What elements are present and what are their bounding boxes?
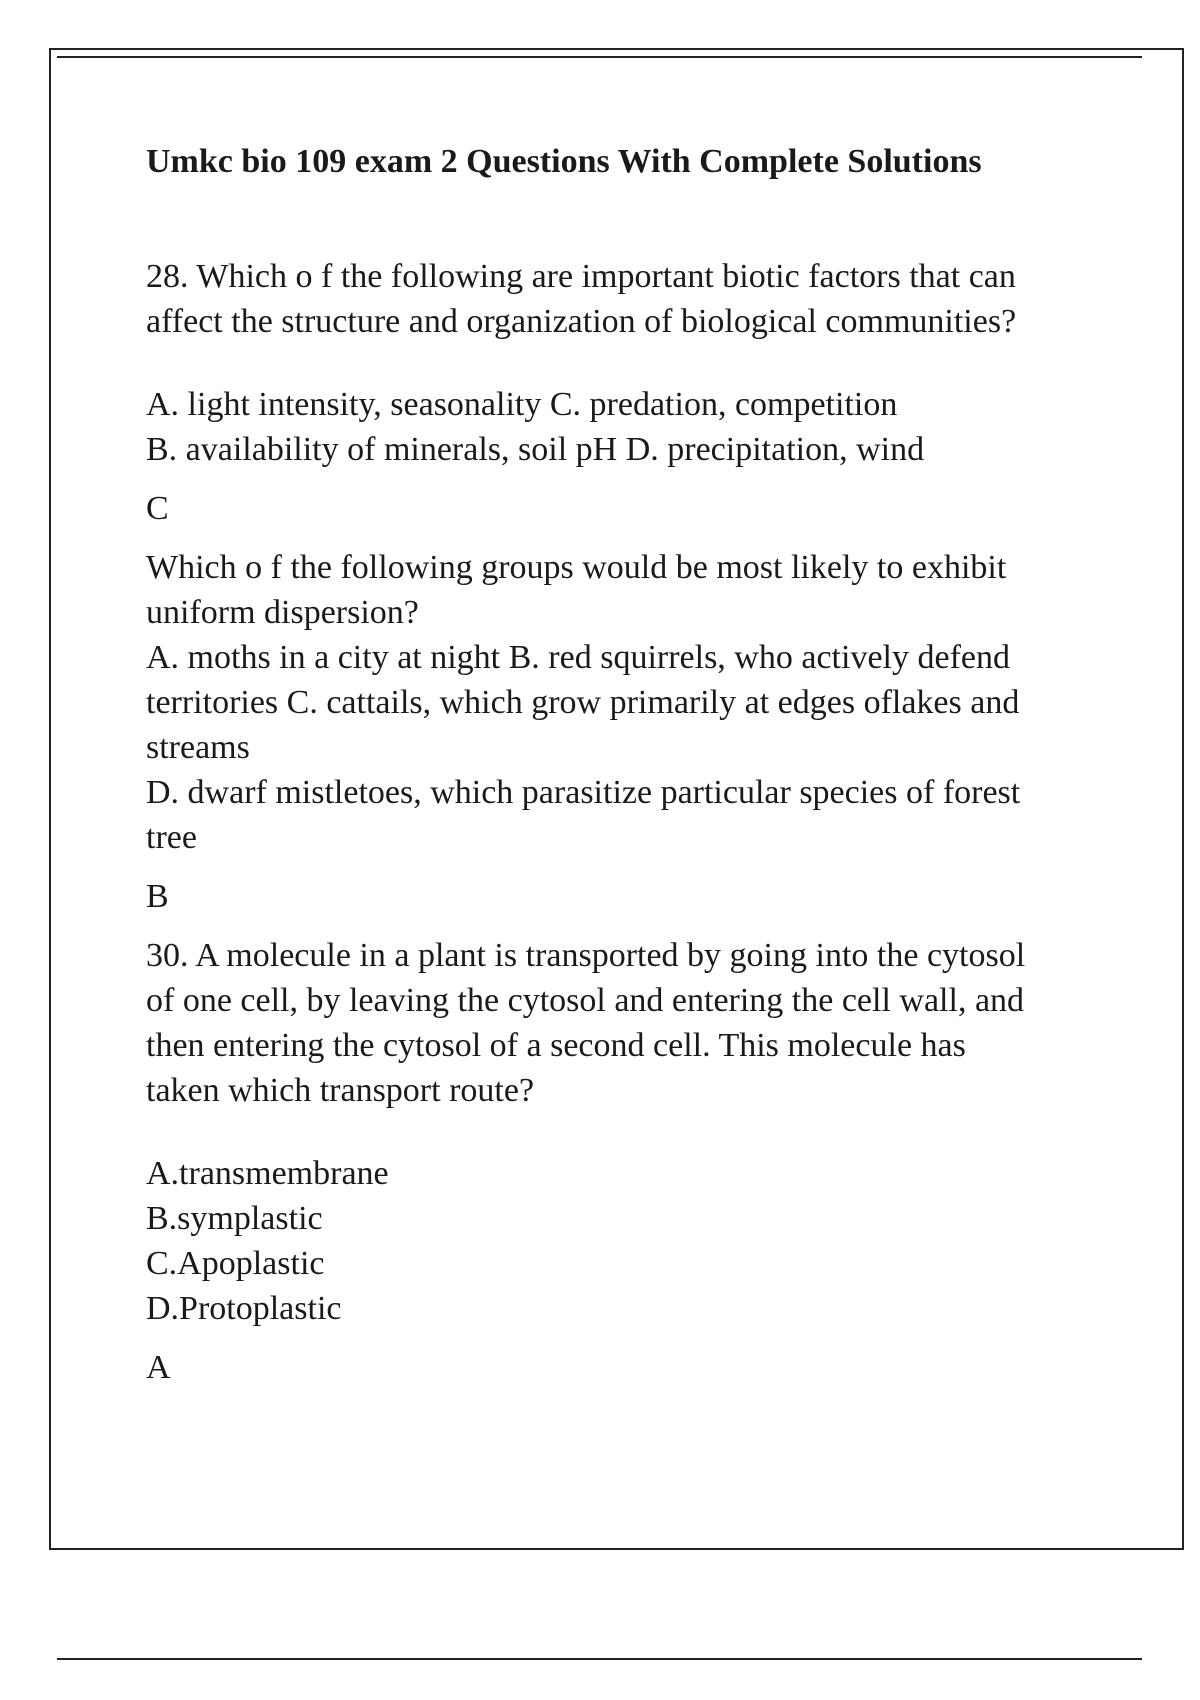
question-28-answer: C [146,490,169,527]
document-title: Umkc bio 109 exam 2 Questions With Complete Solutions [146,143,982,180]
question-29-line: Which o f the following groups would be most likely to exhibit [146,549,1007,586]
question-28-line: 28. Which o f the following are important biotic factors that can [146,258,1016,295]
question-29-line: A. moths in a city at night B. red squirrels, who actively defend [146,639,1010,676]
option-line: C.Apoplastic [146,1245,325,1282]
question-28-options [146,382,1096,472]
question-28-line: affect the structure and organization of biological communities? [146,303,1017,340]
question-29 [146,545,1096,860]
bottom-rule [57,1658,1142,1660]
question-30 [146,933,1096,1113]
question-30-answer: A [146,1349,171,1386]
question-30-line: then entering the cytosol of a second cell. This molecule has [146,1027,966,1064]
option-line: B. availability of minerals, soil pH D. precipitation, wind [146,431,925,468]
question-30-line: of one cell, by leaving the cytosol and entering the cell wall, and [146,982,1025,1019]
document-body [146,140,1096,1404]
question-29-line: uniform dispersion? [146,594,419,631]
question-28 [146,254,1096,344]
top-rule [57,56,1142,58]
option-line: A.transmembrane [146,1155,389,1192]
question-29-line: territories C. cattails, which grow primarily at edges oflakes and [146,684,1020,721]
question-29-line: streams [146,729,250,766]
question-29-line: D. dwarf mistletoes, which parasitize particular species of forest [146,774,1021,811]
question-29-line: tree [146,819,197,856]
option-line: A. light intensity, seasonality C. predation, competition [146,386,898,423]
question-30-options [146,1151,1096,1331]
question-30-line: 30. A molecule in a plant is transported by going into the cytosol [146,937,1026,974]
option-line: B.symplastic [146,1200,323,1237]
option-line: D.Protoplastic [146,1290,342,1327]
question-30-line: taken which transport route? [146,1072,535,1109]
question-29-answer: B [146,878,169,915]
